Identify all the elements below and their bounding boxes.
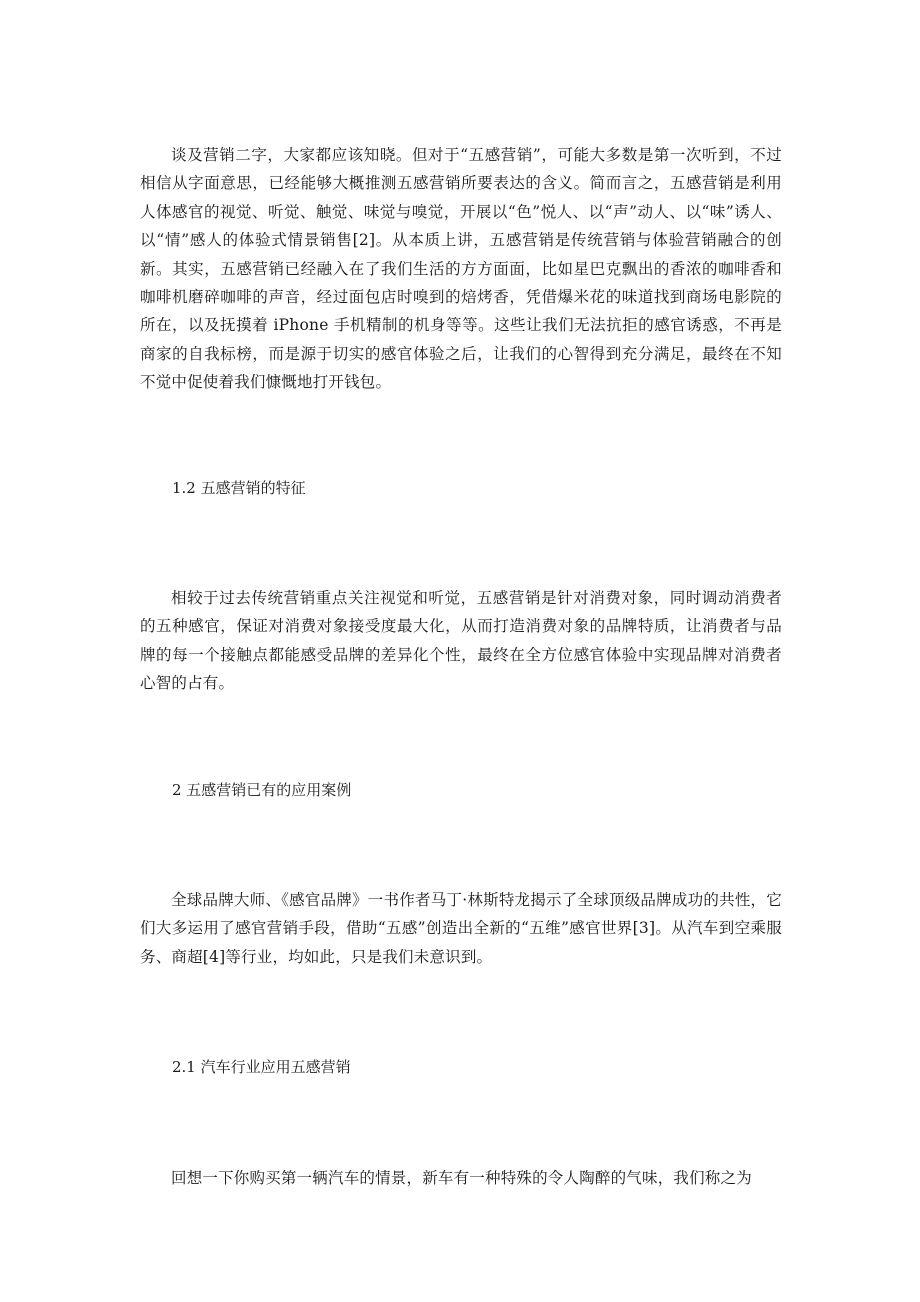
body-paragraph: 全球品牌大师、《感官品牌》一书作者马丁·林斯特龙揭示了全球顶级品牌成功的共性，它们大多运用了感官营销手段，借助“五感”创造出全新的“五维”感官世界[3]。从汽车到空乘服务、商超[4]等行业，均如此，只是我们未意识到。 xyxy=(140,891,782,966)
section-heading: 1.2 五感营销的特征 xyxy=(172,479,306,497)
body-paragraph: 谈及营销二字，大家都应该知晓。但对于“五感营销”，可能大多数是第一次听到，不过相信从字面意思，已经能够大概推测五感营销所要表达的含义。简而言之，五感营销是利用人体感官的视觉、听觉、触觉、味觉与嗅觉，开展以“色”悦人、以“声”动人、以“味”诱人、以“情”感人的体验式情景销售[2]。从本质上讲，五感营销是传统营销与体验营销融合的创新。其实，五感营销已经融入在了我们生活的方方面面，比如星巴克飘出的香浓的咖啡香和咖啡机磨碎咖啡的声音，经过面包店时嗅到的焙烤香，凭借爆米花的味道找到商场电影院的所在，以及抚摸着 iPhone 手机精制的机身等等。这些让我们无法抗拒的感官诱惑，不再是商家的自我标榜，而是源于切实的感官体验之后，让我们的心智得到充分满足，最终在不知不觉中促使着我们慷慨地打开钱包。 xyxy=(140,146,782,392)
section-heading: 2.1 汽车行业应用五感营销 xyxy=(172,1058,351,1076)
section-heading: 2 五感营销已有的应用案例 xyxy=(172,781,352,799)
body-paragraph: 相较于过去传统营销重点关注视觉和听觉，五感营销是针对消费对象，同时调动消费者的五种感官，保证对消费对象接受度最大化，从而打造消费对象的品牌特质，让消费者与品牌的每一个接触点都能感受品牌的差异化个性，最终在全方位感官体验中实现品牌对消费者心智的占有。 xyxy=(140,589,782,693)
body-paragraph: 回想一下你购买第一辆汽车的情景，新车有一种特殊的令人陶醉的气味，我们称之为 xyxy=(171,1169,752,1187)
